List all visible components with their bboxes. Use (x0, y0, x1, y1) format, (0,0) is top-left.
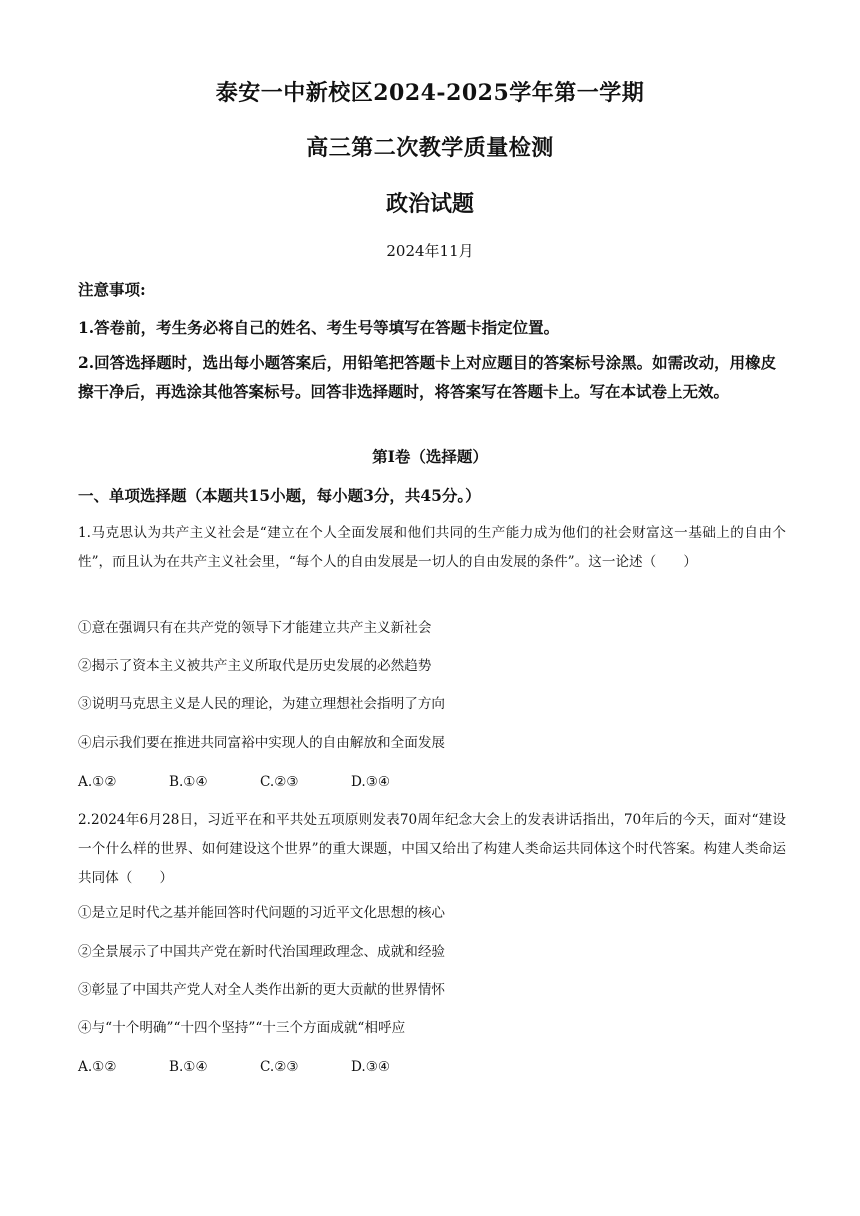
question-1-option-3: ③说明马克思主义是人民的理论，为建立理想社会指明了方向 (78, 696, 446, 712)
question-2-option-1: ①是立足时代之基并能回答时代问题的习近平文化思想的核心 (78, 905, 446, 921)
exam-date: 2024年11月 (386, 242, 474, 260)
exam-title-grade: 高三第二次教学质量检测 (306, 135, 554, 161)
question-1-option-4: ④启示我们要在推进共同富裕中实现人的自由解放和全面发展 (78, 735, 446, 751)
choice-c: C.②③ (260, 1059, 299, 1075)
exam-title-school: 泰安一中新校区2024-2025学年第一学期 (215, 80, 645, 106)
question-1-choices (78, 772, 442, 792)
question-2-option-4: ④与“十个明确”“十四个坚持”“十三个方面成就“相呼应 (78, 1020, 406, 1036)
choice-a: A.①② (78, 1059, 117, 1075)
question-1-option-1: ①意在强调只有在共产党的领导下才能建立共产主义新社会 (78, 620, 432, 636)
notice-heading: 注意事项: (78, 280, 146, 299)
question-1-stem: 1.马克思认为共产主义社会是“建立在个人全面发展和他们共同的生产能力成为他们的社会财富这一基础上的自由个性”，而且认为在共产主义社会里，“每个人的自由发展是一切人的自由发展的条件”。这一论述（ ） (78, 525, 786, 570)
question-2-choices (78, 1057, 442, 1077)
notice-item-2: 2.回答选择题时，选出每小题答案后，用铅笔把答题卡上对应题目的答案标号涂黑。如需改动，用橡皮擦干净后，再选涂其他答案标号。回答非选择题时，将答案写在答题卡上。写在本试卷上无效。 (78, 353, 777, 401)
question-1-option-2: ②揭示了资本主义被共产主义所取代是历史发展的必然趋势 (78, 658, 432, 674)
choice-a: A.①② (78, 774, 117, 790)
section-title: 一、单项选择题（本题共15小题，每小题3分，共45分。） (78, 486, 481, 505)
choice-b: B.①④ (169, 774, 208, 790)
question-2-option-2: ②全景展示了中国共产党在新时代治国理政理念、成就和经验 (78, 944, 446, 960)
choice-b: B.①④ (169, 1059, 208, 1075)
question-2-option-3: ③彰显了中国共产党人对全人类作出新的更大贡献的世界情怀 (78, 982, 446, 998)
exam-subject: 政治试题 (385, 191, 474, 217)
choice-d: D.③④ (351, 1059, 391, 1075)
choice-c: C.②③ (260, 774, 299, 790)
part-title: 第I卷（选择题） (372, 447, 488, 466)
choice-d: D.③④ (351, 774, 391, 790)
notice-item-1: 1.答卷前，考生务必将自己的姓名、考生号等填写在答题卡指定位置。 (78, 318, 560, 337)
question-2-stem: 2.2024年6月28日，习近平在和平共处五项原则发表70周年纪念大会上的发表讲话指出，70年后的今天，面对“建设一个什么样的世界、如何建设这个世界”的重大课题，中国又给出了构建人类命运共同体这个时代答案。构建人类命运共同体（ ） (78, 812, 786, 886)
